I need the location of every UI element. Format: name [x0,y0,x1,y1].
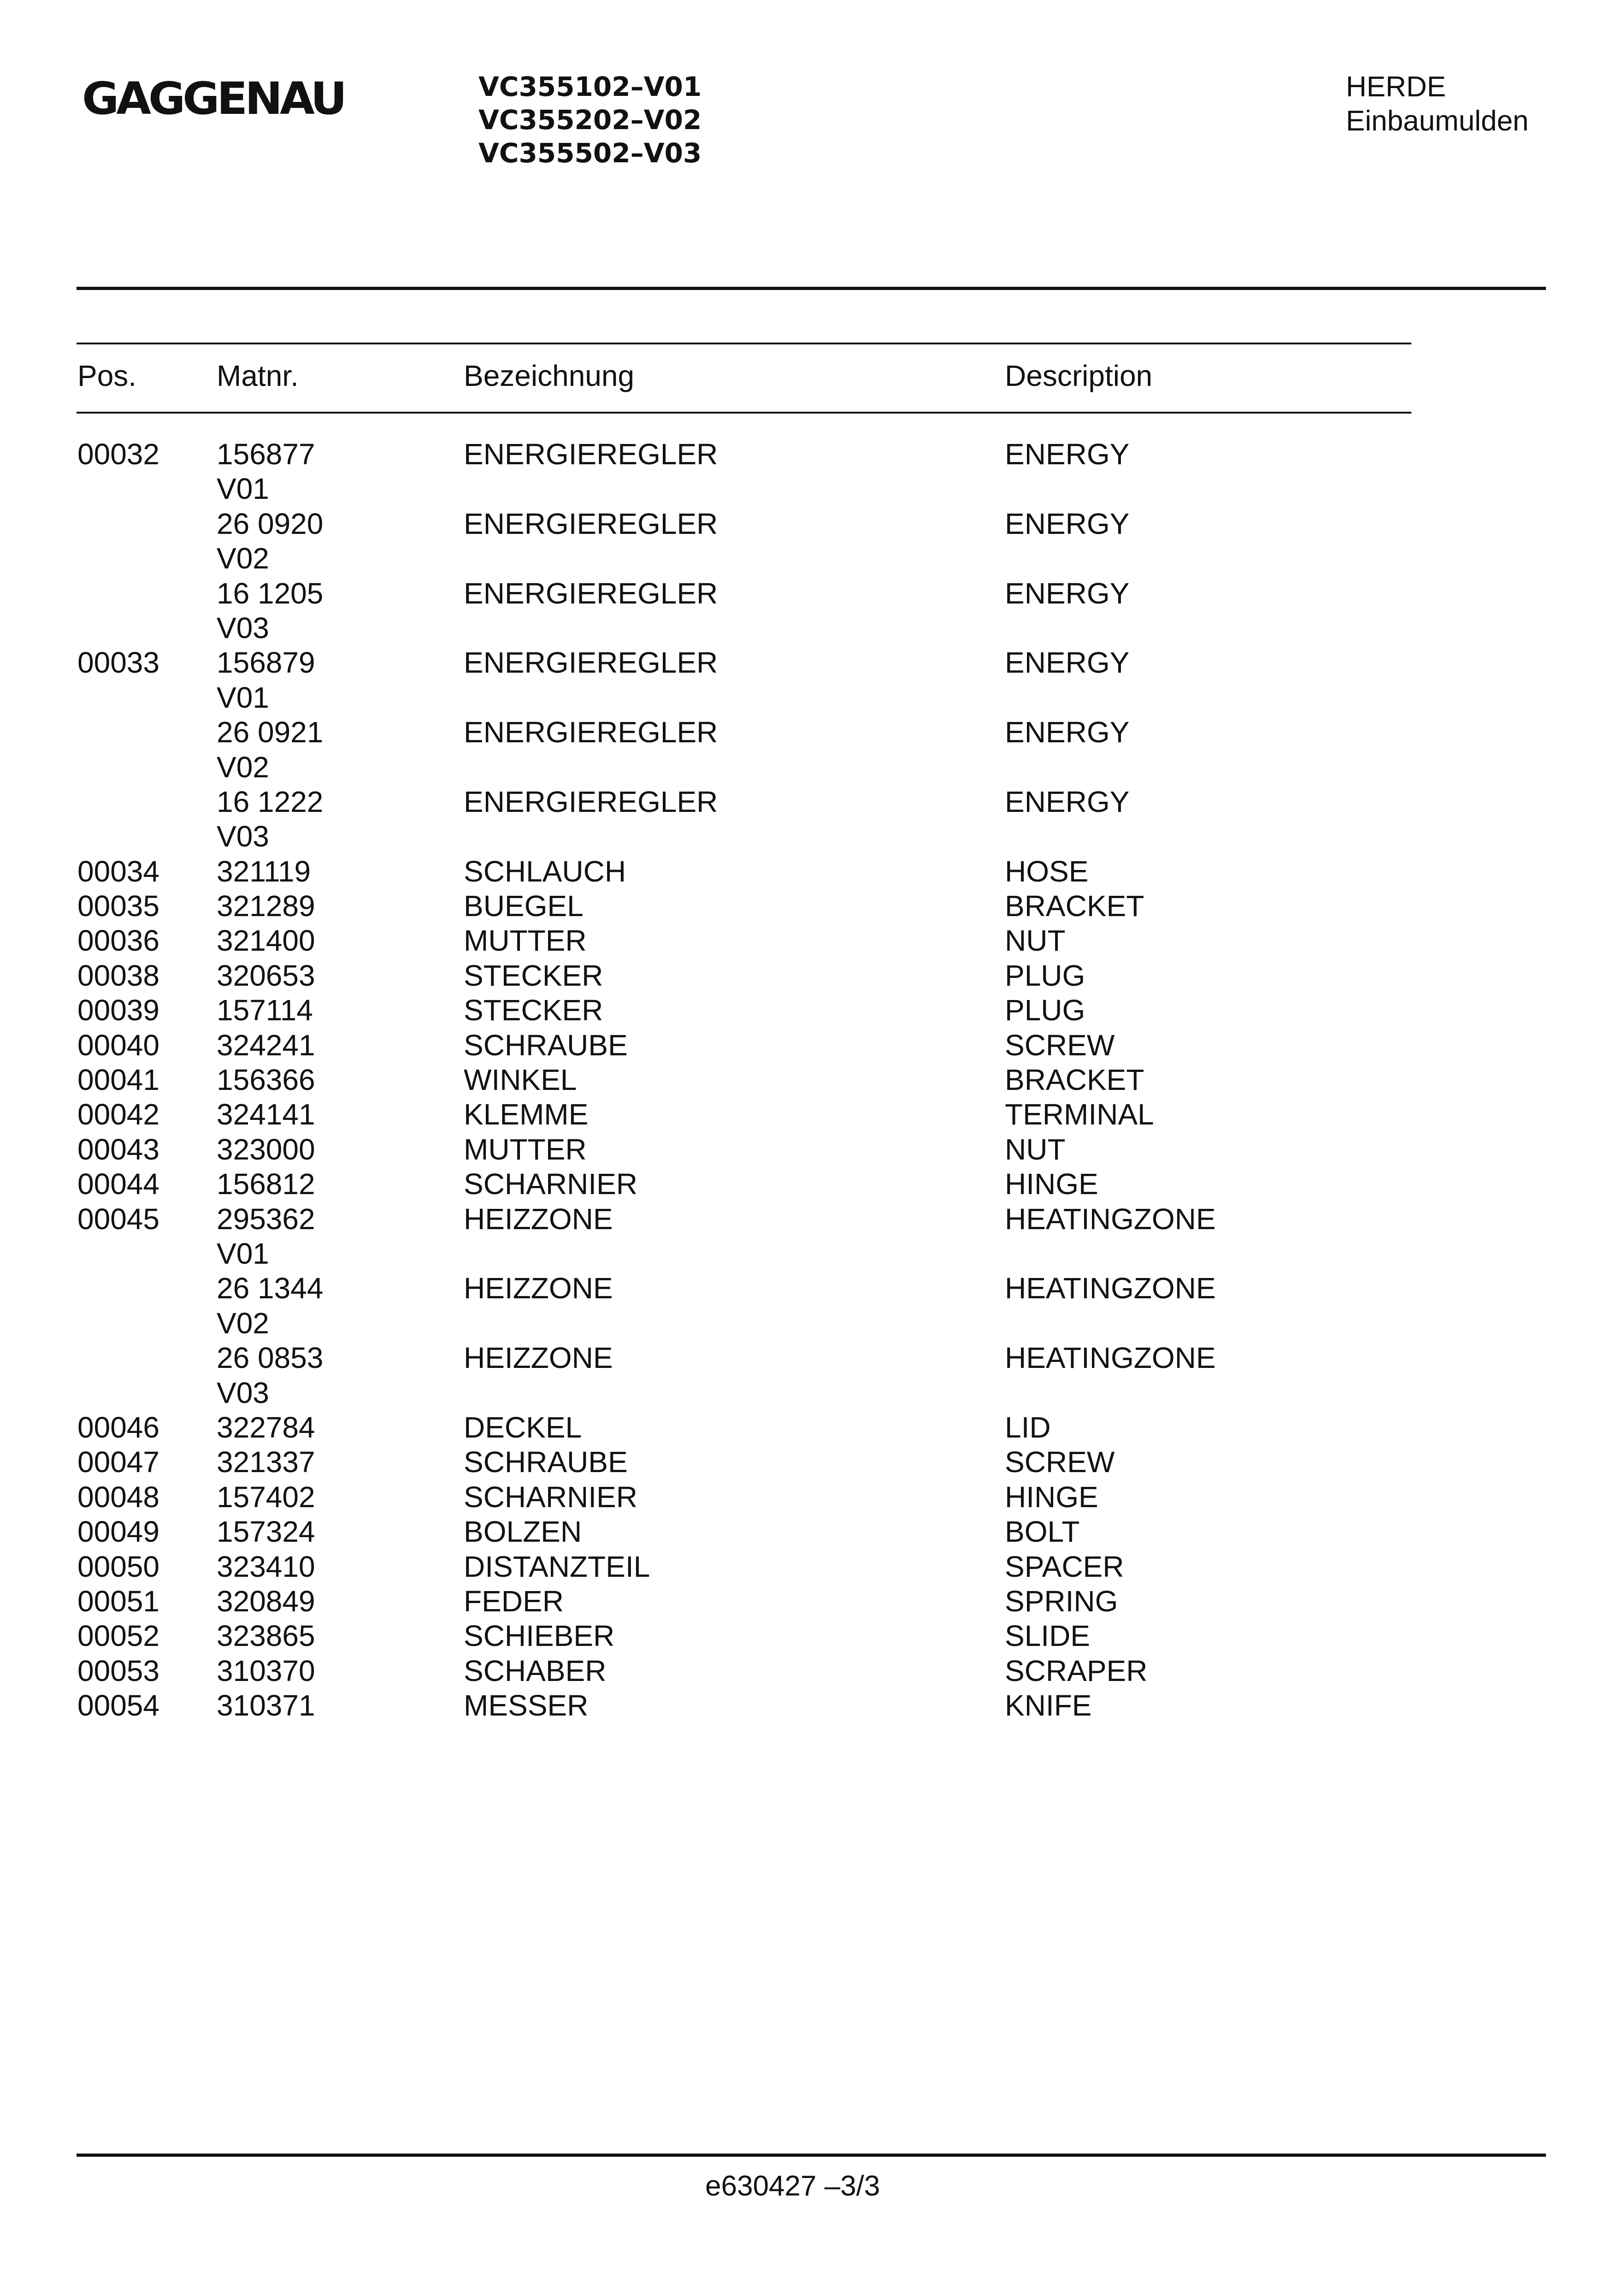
cell-bezeichnung: MUTTER [464,924,587,958]
table-row [0,1097,1616,1132]
cell-description: HEATINGZONE [1005,1272,1216,1305]
cell-description: KNIFE [1005,1689,1092,1722]
cell-bezeichnung: ENERGIEREGLER [464,507,718,540]
cell-bezeichnung: STECKER [464,959,603,992]
cell-pos: 00036 [77,924,159,958]
cell-pos: 00033 [77,646,159,680]
cell-matnr: V02 [217,542,269,575]
table-row [0,854,1616,889]
table-row [0,1167,1616,1201]
cell-description: SCRAPER [1005,1654,1148,1687]
table-row [0,715,1616,750]
cell-description: PLUG [1005,994,1085,1027]
column-header-matnr: Matnr. [217,359,299,392]
cell-pos: 00053 [77,1654,159,1687]
table-row [0,1584,1616,1619]
cell-matnr: 16 1205 [217,576,324,610]
table-row [0,1688,1616,1723]
cell-matnr: 310370 [217,1654,315,1687]
cell-matnr: 16 1222 [217,785,324,818]
cell-description: SCREW [1005,1028,1115,1062]
table-row [0,923,1616,958]
cell-matnr: 156879 [217,646,315,680]
cell-matnr: V03 [217,1376,269,1409]
cell-matnr: V01 [217,472,269,506]
table-row [0,1410,1616,1445]
model-number: VC355202–V02 [478,104,702,136]
cell-pos: 00038 [77,959,159,992]
table-row [0,1654,1616,1688]
cell-matnr: 310371 [217,1689,315,1722]
table-row [0,1271,1616,1306]
cell-bezeichnung: ENERGIEREGLER [464,438,718,471]
cell-bezeichnung: SCHIEBER [464,1619,615,1653]
cell-bezeichnung: SCHLAUCH [464,854,626,888]
cell-bezeichnung: FEDER [464,1584,564,1618]
table-header-top-rule [77,343,1411,344]
cell-matnr: 321400 [217,924,315,958]
table-row [0,1445,1616,1479]
cell-bezeichnung: ENERGIEREGLER [464,646,718,680]
cell-bezeichnung: SCHRAUBE [464,1445,628,1479]
cell-description: HOSE [1005,854,1089,888]
cell-bezeichnung: ENERGIEREGLER [464,785,718,818]
cell-pos: 00039 [77,994,159,1027]
model-list [478,70,702,170]
cell-bezeichnung: BOLZEN [464,1515,582,1549]
cell-bezeichnung: SCHABER [464,1654,607,1687]
table-row [0,681,1616,715]
cell-description: ENERGY [1005,785,1130,818]
cell-matnr: 26 0920 [217,507,324,540]
cell-matnr: 157114 [217,994,313,1027]
cell-pos: 00042 [77,1098,159,1131]
cell-matnr: 323000 [217,1132,315,1166]
table-row [0,750,1616,785]
cell-matnr: 156812 [217,1167,315,1201]
cell-description: PLUG [1005,959,1085,992]
cell-matnr: 321119 [217,854,311,888]
cell-description: TERMINAL [1005,1098,1154,1131]
cell-matnr: 26 0853 [217,1341,324,1375]
table-row [0,576,1616,611]
cell-matnr: 26 0921 [217,716,324,749]
table-row [0,819,1616,854]
cell-pos: 00048 [77,1480,159,1514]
cell-description: HEATINGZONE [1005,1202,1216,1236]
table-row [0,507,1616,541]
cell-description: ENERGY [1005,716,1130,749]
table-row [0,1550,1616,1584]
cell-description: BRACKET [1005,1063,1144,1097]
cell-matnr: V02 [217,1306,269,1340]
table-header [0,359,1616,396]
header-divider [77,287,1546,290]
cell-bezeichnung: ENERGIEREGLER [464,716,718,749]
cell-bezeichnung: ENERGIEREGLER [464,576,718,610]
cell-pos: 00034 [77,854,159,888]
cell-matnr: 26 1344 [217,1272,324,1305]
cell-bezeichnung: SCHARNIER [464,1167,637,1201]
cell-description: ENERGY [1005,438,1130,471]
cell-pos: 00035 [77,889,159,923]
table-row [0,1341,1616,1375]
parts-table-body [0,437,1616,1723]
cell-description: NUT [1005,1132,1066,1166]
table-row [0,1376,1616,1410]
cell-matnr: 323410 [217,1550,315,1583]
table-row [0,611,1616,645]
cell-bezeichnung: SCHARNIER [464,1480,637,1514]
cell-matnr: 322784 [217,1410,315,1444]
cell-bezeichnung: WINKEL [464,1063,577,1097]
cell-bezeichnung: KLEMME [464,1098,589,1131]
cell-pos: 00049 [77,1515,159,1549]
cell-description: ENERGY [1005,646,1130,680]
table-row [0,472,1616,506]
table-row [0,1480,1616,1515]
cell-pos: 00041 [77,1063,159,1097]
table-header-bottom-rule [77,412,1411,414]
column-header-bezeichnung: Bezeichnung [464,359,635,392]
cell-description: HINGE [1005,1480,1098,1514]
cell-description: HEATINGZONE [1005,1341,1216,1375]
model-number: VC355102–V01 [478,71,702,102]
model-number: VC355502–V03 [478,137,702,169]
table-row [0,1619,1616,1653]
cell-pos: 00045 [77,1202,159,1236]
cell-description: SPRING [1005,1584,1118,1618]
cell-bezeichnung: MESSER [464,1689,589,1722]
cell-description: SPACER [1005,1550,1124,1583]
column-header-description: Description [1005,359,1153,392]
cell-bezeichnung: STECKER [464,994,603,1027]
cell-bezeichnung: HEIZZONE [464,1272,613,1305]
cell-matnr: V03 [217,820,269,853]
category-label [1346,70,1528,138]
cell-pos: 00046 [77,1410,159,1444]
cell-description: SCREW [1005,1445,1115,1479]
table-row [0,1306,1616,1341]
cell-matnr: 320849 [217,1584,315,1618]
cell-pos: 00054 [77,1689,159,1722]
category-line: HERDE [1346,71,1446,103]
table-row [0,437,1616,472]
table-row [0,1028,1616,1063]
cell-description: NUT [1005,924,1066,958]
cell-matnr: 156877 [217,438,315,471]
category-subline: Einbaumulden [1346,105,1529,137]
cell-pos: 00051 [77,1584,159,1618]
cell-bezeichnung: SCHRAUBE [464,1028,628,1062]
cell-pos: 00032 [77,438,159,471]
cell-pos: 00044 [77,1167,159,1201]
table-row [0,541,1616,576]
page-reference: e630427 –3/3 [705,2170,880,2202]
cell-pos: 00047 [77,1445,159,1479]
table-row [0,645,1616,680]
cell-bezeichnung: HEIZZONE [464,1202,613,1236]
footer-divider [77,2154,1546,2157]
table-row [0,785,1616,819]
cell-matnr: 156366 [217,1063,315,1097]
cell-description: ENERGY [1005,507,1130,540]
cell-matnr: 324241 [217,1028,315,1062]
table-row [0,1237,1616,1271]
table-row [0,1202,1616,1237]
cell-matnr: 323865 [217,1619,315,1653]
cell-matnr: V01 [217,681,269,714]
cell-matnr: 157324 [217,1515,315,1549]
cell-description: SLIDE [1005,1619,1090,1653]
cell-matnr: V02 [217,750,269,784]
cell-bezeichnung: MUTTER [464,1132,587,1166]
table-row [0,1063,1616,1097]
cell-pos: 00043 [77,1132,159,1166]
table-row [0,889,1616,923]
cell-matnr: 295362 [217,1202,315,1236]
brand-logo: GAGGENAU [82,73,345,124]
cell-bezeichnung: HEIZZONE [464,1341,613,1375]
cell-bezeichnung: BUEGEL [464,889,584,923]
table-row [0,1515,1616,1549]
cell-description: BOLT [1005,1515,1080,1549]
cell-description: BRACKET [1005,889,1144,923]
table-row [0,959,1616,993]
cell-matnr: V01 [217,1237,269,1270]
cell-pos: 00040 [77,1028,159,1062]
cell-matnr: 321289 [217,889,315,923]
table-row [0,993,1616,1028]
cell-description: LID [1005,1410,1051,1444]
cell-pos: 00050 [77,1550,159,1583]
cell-bezeichnung: DECKEL [464,1410,582,1444]
cell-matnr: 321337 [217,1445,315,1479]
cell-description: HINGE [1005,1167,1098,1201]
cell-matnr: 324141 [217,1098,315,1131]
table-row [0,1132,1616,1167]
cell-pos: 00052 [77,1619,159,1653]
cell-bezeichnung: DISTANZTEIL [464,1550,650,1583]
cell-description: ENERGY [1005,576,1130,610]
cell-matnr: 320653 [217,959,315,992]
column-header-pos: Pos. [77,359,137,392]
cell-matnr: V03 [217,611,269,645]
cell-matnr: 157402 [217,1480,315,1514]
